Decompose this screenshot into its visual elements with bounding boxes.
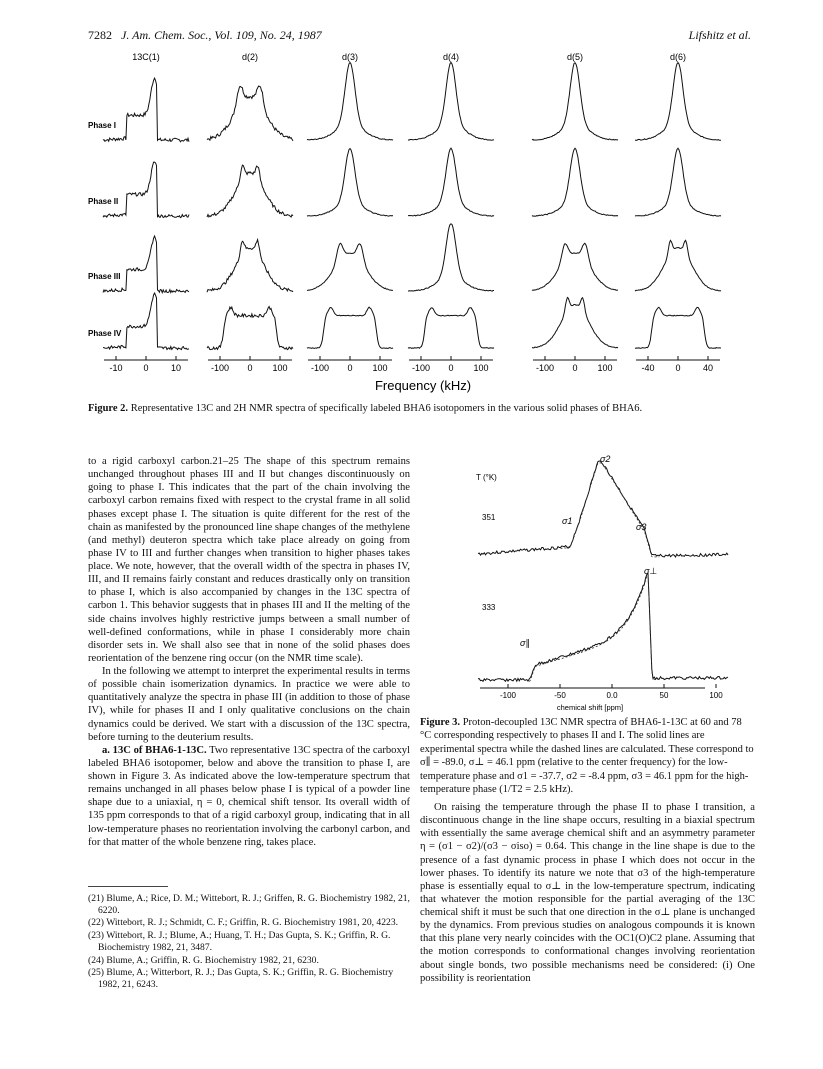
sigma-perp-label: σ⊥ (644, 566, 658, 576)
tick-label: -100 (310, 363, 330, 373)
spectrum-351K (478, 461, 728, 557)
tick-label: 10 (170, 363, 182, 373)
running-header (88, 28, 322, 43)
spectrum-351K-calculated (561, 463, 660, 557)
figure-3-caption-label: Figure 3. (420, 717, 461, 728)
row-label: Phase II (88, 197, 119, 206)
spectrum-trace (532, 243, 618, 290)
spectrum-trace (207, 86, 293, 141)
spectrum-trace (408, 148, 494, 216)
references (88, 886, 410, 992)
tick-label: -40 (641, 363, 655, 373)
spectrum-trace (307, 149, 393, 217)
figure-2-column-labels (132, 52, 686, 62)
author-header: Lifshitz et al. (688, 28, 751, 42)
tick-label: -100 (499, 691, 517, 700)
tick-label: 100 (372, 363, 388, 373)
figure-3-caption (420, 716, 755, 797)
tick-label: 0 (143, 363, 149, 373)
figure-2-xlabel: Frequency (kHz) (374, 378, 472, 393)
tick-label: 0 (347, 363, 353, 373)
spectrum-trace (635, 307, 721, 348)
spectrum-trace (103, 162, 189, 218)
reference-item: (23) Wittebort, R. J.; Blume, A.; Huang, T. H.; Das Gupta, S. K.; Griffin, R. G. Biochemistry 1982, 21, 3487. (88, 930, 391, 953)
column-label: d(4) (442, 52, 460, 62)
tick-label: 0 (675, 363, 681, 373)
tick-label: 0 (572, 363, 578, 373)
tick-label: -100 (535, 363, 555, 373)
column-label: d(2) (241, 52, 259, 62)
column-label: d(3) (341, 52, 359, 62)
paragraph: On raising the temperature through the phase II to phase I transition, a discontinuous change in the line shape occurs, resulting in a biaxial spectrum with essentially the same average chemical shift and an asymmetry parameter η = (σ1 − σ2)/(σ3 − σiso) = 0.64. This change in the line shape is due to the presence of a fast dynamic process in phase I which does not occur in the lower phases. To identify its nature we note that σ3 of the high-temperature phase is essentially equal to σ⊥ in the low-temperature spectrum, indicating that whatever the motion responsible for the partial averaging of the 13C chemical shift it must be such that one direction in the σ⊥ plane is unchanged by the dynamics. From previous studies on analogous compounds it is known that this plane very nearly coincides with the OC1(O)C2 plane. Assuming that the motion corresponds to conformational changes involving reorientation about single bonds, two possible mechanisms need be considered: (i) One possibility is reorientation (420, 802, 755, 984)
figure-2-row-labels (88, 121, 122, 338)
figure-3-xlabel: chemical shift [ppm] (556, 703, 624, 712)
reference-item: (22) Wittebort, R. J.; Schmidt, C. F.; Griffin, R. G. Biochemistry 1981, 20, 4223. (88, 917, 399, 929)
tick-label: -50 (554, 691, 566, 700)
spectrum-trace (103, 293, 189, 350)
spectrum-trace (103, 78, 189, 142)
spectrum-trace (635, 148, 721, 216)
spectrum-trace (532, 298, 618, 349)
column-label: 13C(1) (132, 52, 160, 62)
journal-citation: J. Am. Chem. Soc., Vol. 109, No. 24, 1987 (121, 28, 322, 42)
sigma3-label: σ3 (636, 522, 647, 532)
paragraph: to a rigid carboxyl carbon.21–25 The shape of this spectrum remains unchanged throughout phases III and II but changes discontinuously on going to phase I. This indicates that the part of the chain involving the carboxyl carbon remains fixed with respect to the crystal frame in all solid phases except phase I. The situation is quite different for the rest of the chain as manifested by the pronounced line shape changes of the methylene (and methyl) deuteron spectra which take place already on going from phase IV to III and further changes when transition to higher phases takes place. We note, however, that the overall width of the spectra in phases IV, III, and II remains fairly constant and reduces drastically only on transition to phase I, which is also accompanied by changes in the 13C spectra of carbon 1. This behavior suggests that in phases III and II the melting of the side chains involves highly restrictive jumps between a small number of well-defined conformations, while in phase I considerably more chain disorder sets in. We shall also see that in none of the solid phases does reorientation of the benzene ring occur (on the NMR time scale). (88, 456, 410, 664)
tick-label: 100 (709, 691, 723, 700)
spectrum-trace (307, 243, 393, 290)
tick-label: -10 (109, 363, 123, 373)
reference-item: (25) Blume, A.; Witterbort, R. J.; Das Gupta, S. K.; Griffin, R. G. Biochemistry 1982, 21, 6243. (88, 967, 394, 990)
spectrum-333K-calculated (529, 574, 659, 682)
sigma-par-label: σ∥ (520, 638, 530, 648)
tick-label: -100 (210, 363, 230, 373)
paragraph: Two representative 13C spectra of the carboxyl labeled BHA6 isotopomer, below and above the transition to phase I, are shown in Figure 3. As indicated above the low-temperature spectrum that remains unchanged in all phases below phase I is typical of a powder line shape due to a uniaxial, η = 0, chemical shift tensor. Its overall width of 135 ppm corresponds to that of a rigid carboxyl group, indicating that in all low-temperature phases no reorientation involving the carbonyl carbon, and for that matter of the whole benzene ring, takes place. (88, 744, 410, 848)
reference-item: (24) Blume, A.; Griffin, R. G. Biochemistry 1982, 21, 6230. (88, 954, 319, 966)
tick-label: 100 (473, 363, 489, 373)
spectrum-trace (307, 63, 393, 141)
figure-2-axes (104, 356, 720, 373)
figure-3 (420, 452, 730, 714)
figure-2-caption-label: Figure 2. (88, 403, 129, 414)
row-label: Phase I (88, 121, 117, 130)
spectrum-trace (408, 62, 494, 140)
spectrum-trace (207, 165, 293, 217)
figure-2-caption (88, 402, 748, 415)
row-label: Phase III (88, 272, 121, 281)
spectrum-trace (307, 307, 393, 348)
temperature-333: 333 (482, 603, 496, 612)
section-heading: a. 13C of BHA6-1-13C. (102, 744, 207, 756)
figure-3-axis (480, 684, 723, 700)
sigma2-label: σ2 (600, 454, 611, 464)
spectrum-trace (532, 63, 618, 141)
spectrum-trace (635, 63, 721, 141)
tick-label: 40 (702, 363, 714, 373)
tick-label: 50 (659, 691, 669, 700)
spectrum-trace (408, 224, 494, 291)
temperature-351: 351 (482, 513, 496, 522)
right-column (420, 801, 755, 985)
tick-label: 100 (272, 363, 288, 373)
spectrum-trace (103, 236, 189, 293)
spectrum-trace (635, 240, 721, 291)
tick-label: 0 (448, 363, 454, 373)
spectrum-trace (408, 308, 494, 349)
figure-2-caption-text: Representative 13C and 2H NMR spectra of specifically labeled BHA6 isotopomers in the various solid phases of BHA6. (130, 403, 643, 414)
spectrum-333K (478, 573, 728, 681)
sigma1-label: σ1 (562, 516, 573, 526)
spectrum-trace (207, 307, 293, 350)
tick-label: 0 (247, 363, 253, 373)
left-column (88, 455, 410, 849)
tick-label: 0.0 (606, 691, 618, 700)
column-label: d(5) (566, 52, 584, 62)
row-label: Phase IV (88, 329, 122, 338)
figure-3-caption-text: Proton-decoupled 13C NMR spectra of BHA6-1-13C at 60 and 78 °C corresponding respectively to phases II and I. The solid lines are experimental spectra while the dashed lines are calculated. These correspond to σ∥ = -89.0, σ⊥ = 46.1 ppm (relative to the center frequency) for the low-temperature phase and σ1 = -37.7, σ2 = -8.4 ppm, σ3 = 46.1 ppm for the high-temperature phase (1/T2 = 2.5 kHz). (420, 717, 754, 796)
tick-label: 100 (597, 363, 613, 373)
spectrum-trace (532, 148, 618, 216)
figure-2-spectra (103, 62, 721, 349)
spectrum-trace (207, 240, 293, 293)
column-label: d(6) (669, 52, 687, 62)
footnote-rule (88, 886, 168, 887)
tick-label: -100 (411, 363, 431, 373)
temperature-unit-label: T (°K) (476, 473, 497, 482)
reference-item: (21) Blume, A.; Rice, D. M.; Wittebort, R. J.; Griffen, R. G. Biochemistry 1982, 21, 6220. (88, 893, 410, 916)
figure-2 (88, 48, 768, 398)
paragraph: In the following we attempt to interpret the experimental results in terms of possible chain isomerization dynamics. In practice we were able to quantitatively analyze the spectra in phase III (in addition to those of phase IV), while for phases II and I only qualitative conclusions on the chain dynamics could be derived. We start with a discussion of the 13C spectra, before turning to the deuterium results. (88, 666, 411, 743)
page-number: 7282 (88, 28, 112, 42)
